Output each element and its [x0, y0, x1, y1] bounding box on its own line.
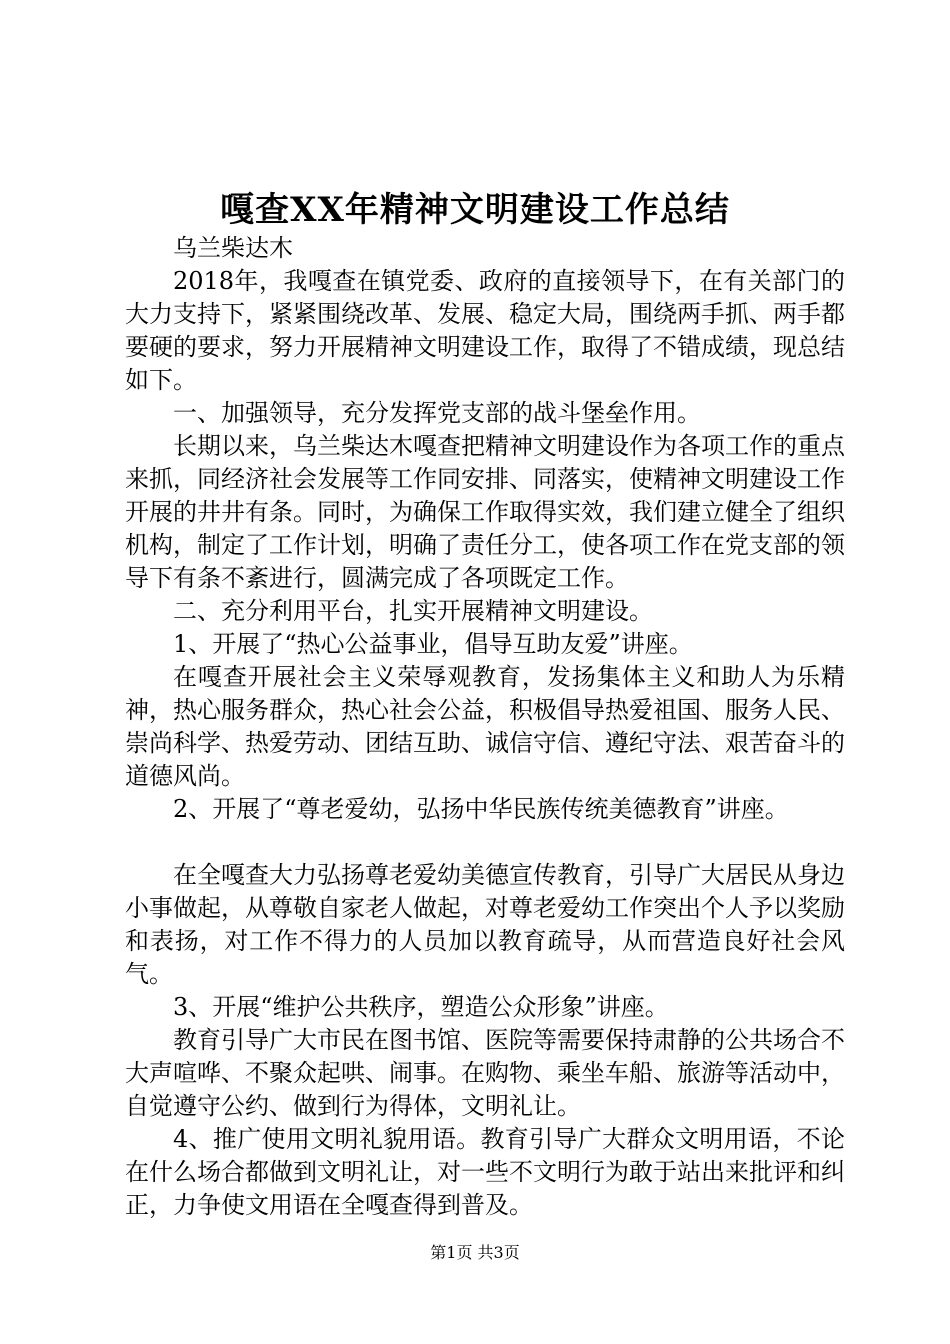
paragraph-lecture-2: 在全嘎查大力弘扬尊老爱幼美德宣传教育，引导广大居民从身边小事做起，从尊敬自家老人做起，对尊老爱幼工作突出个人予以奖励和表扬，对工作不得力的人员加以教育疏导，从而营造良好社会风气。 [125, 861, 845, 988]
paragraph-leadership: 长期以来，乌兰柴达木嘎查把精神文明建设作为各项工作的重点来抓，同经济社会发展等工作同安排、同落实，使精神文明建设工作开展的井井有条。同时，为确保工作取得实效，我们建立健全了组织机构，制定了工作计划，明确了责任分工，使各项工作在党支部的领导下有条不紊进行，圆满完成了各项既定工作。 [125, 432, 845, 592]
section-heading-1: 一、加强领导，充分发挥党支部的战斗堡垒作用。 [173, 399, 701, 427]
subheading-lecture-3: 3、开展“维护公共秩序，塑造公众形象”讲座。 [173, 993, 669, 1021]
paragraph-lecture-3: 教育引导广大市民在图书馆、医院等需要保持肃静的公共场合不大声喧哗、不聚众起哄、闹事。在购物、乘坐车船、旅游等活动中，自觉遵守公约、做到行为得体，文明礼让。 [125, 1026, 845, 1120]
document-title: 嘎查XX年精神文明建设工作总结 [220, 190, 730, 230]
paragraph-lecture-1: 在嘎查开展社会主义荣辱观教育，发扬集体主义和助人为乐精神，热心服务群众，热心社会公益，积极倡导热爱祖国、服务人民、崇尚科学、热爱劳动、团结互助、诚信守信、遵纪守法、艰苦奋斗的道德风尚。 [125, 663, 845, 790]
document-body [125, 232, 845, 1222]
subheading-lecture-2: 2、开展了“尊老爱幼，弘扬中华民族传统美德教育”讲座。 [173, 795, 789, 823]
section-heading-2: 二、充分利用平台，扎实开展精神文明建设。 [173, 597, 653, 625]
subheading-lecture-1: 1、开展了“热心公益事业，倡导互助友爱”讲座。 [173, 630, 693, 658]
page-number-footer: 第1页 共3页 [430, 1243, 520, 1262]
author-line: 乌兰柴达木 [173, 234, 293, 262]
paragraph-intro: 2018年，我嘎查在镇党委、政府的直接领导下，在有关部门的大力支持下，紧紧围绕改革、发展、稳定大局，围绕两手抓、两手都要硬的要求，努力开展精神文明建设工作，取得了不错成绩，现总结如下。 [125, 267, 845, 394]
paragraph-polite-language: 4、推广使用文明礼貌用语。教育引导广大群众文明用语，不论在什么场合都做到文明礼让，对一些不文明行为敢于站出来批评和纠正，力争使文用语在全嘎查得到普及。 [125, 1125, 845, 1219]
